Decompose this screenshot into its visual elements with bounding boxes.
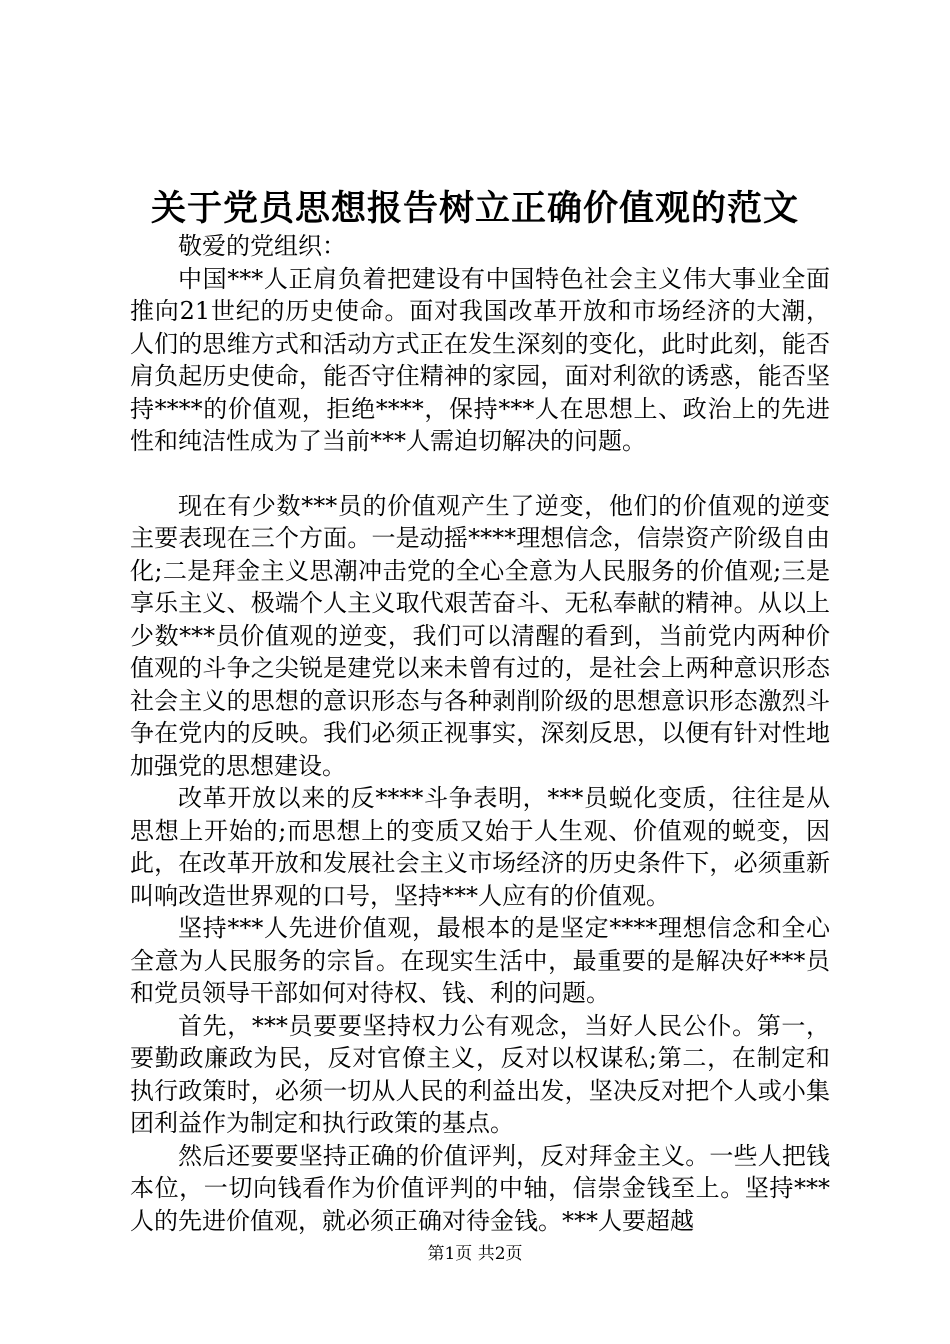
paragraph: 现在有少数***员的价值观产生了逆变，他们的价值观的逆变主要表现在三个方面。一是动摇****理想信念，信崇资产阶级自由化;二是拜金主义思潮冲击党的全心全意为人民服务的价值观;三是享乐主义、极端个人主义取代艰苦奋斗、无私奉献的精神。从以上少数***员价值观的逆变，我们可以清醒的看到，当前党内两种价值观的斗争之尖锐是建党以来未曾有过的，是社会上两种意识形态社会主义的思想的意识形态与各种剥削阶级的思想意识形态激烈斗争在党内的反映。我们必须正视事实，深刻反思，以便有针对性地加强党的思想建设。 xyxy=(130,491,830,780)
paragraph: 改革开放以来的反****斗争表明，***员蜕化变质，往往是从思想上开始的;而思想上的变质又始于人生观、价值观的蜕变，因此，在改革开放和发展社会主义市场经济的历史条件下，必须重新叫响改造世界观的口号，坚持***人应有的价值观。 xyxy=(130,784,830,910)
document-body xyxy=(130,230,830,1237)
paragraph: 首先，***员要要坚持权力公有观念，当好人民公仆。第一，要勤政廉政为民，反对官僚主义，反对以权谋私;第二，在制定和执行政策时，必须一切从人民的利益出发，坚决反对把个人或小集团利益作为制定和执行政策的基点。 xyxy=(130,1011,830,1137)
document-title: 关于党员思想报告树立正确价值观的范文 xyxy=(150,188,799,229)
paragraph: 坚持***人先进价值观，最根本的是坚定****理想信念和全心全意为人民服务的宗旨。在现实生活中，最重要的是解决好***员和党员领导干部如何对待权、钱、利的问题。 xyxy=(130,914,830,1007)
page-footer: 第1页 共2页 xyxy=(427,1244,523,1264)
paragraph: 然后还要要坚持正确的价值评判，反对拜金主义。一些人把钱本位，一切向钱看作为价值评判的中轴，信崇金钱至上。坚持***人的先进价值观，就必须正确对待金钱。***人要超越 xyxy=(130,1141,830,1235)
salutation: 敬爱的党组织： xyxy=(178,232,346,260)
paragraph: 中国***人正肩负着把建设有中国特色社会主义伟大事业全面推向21世纪的历史使命。面对我国改革开放和市场经济的大潮，人们的思维方式和活动方式正在发生深刻的变化，此时此刻，能否肩负起历史使命，能否守住精神的家园，面对利欲的诱惑，能否坚持****的价值观，拒绝****，保持***人在思想上、政治上的先进性和纯洁性成为了当前***人需迫切解决的问题。 xyxy=(130,264,830,455)
